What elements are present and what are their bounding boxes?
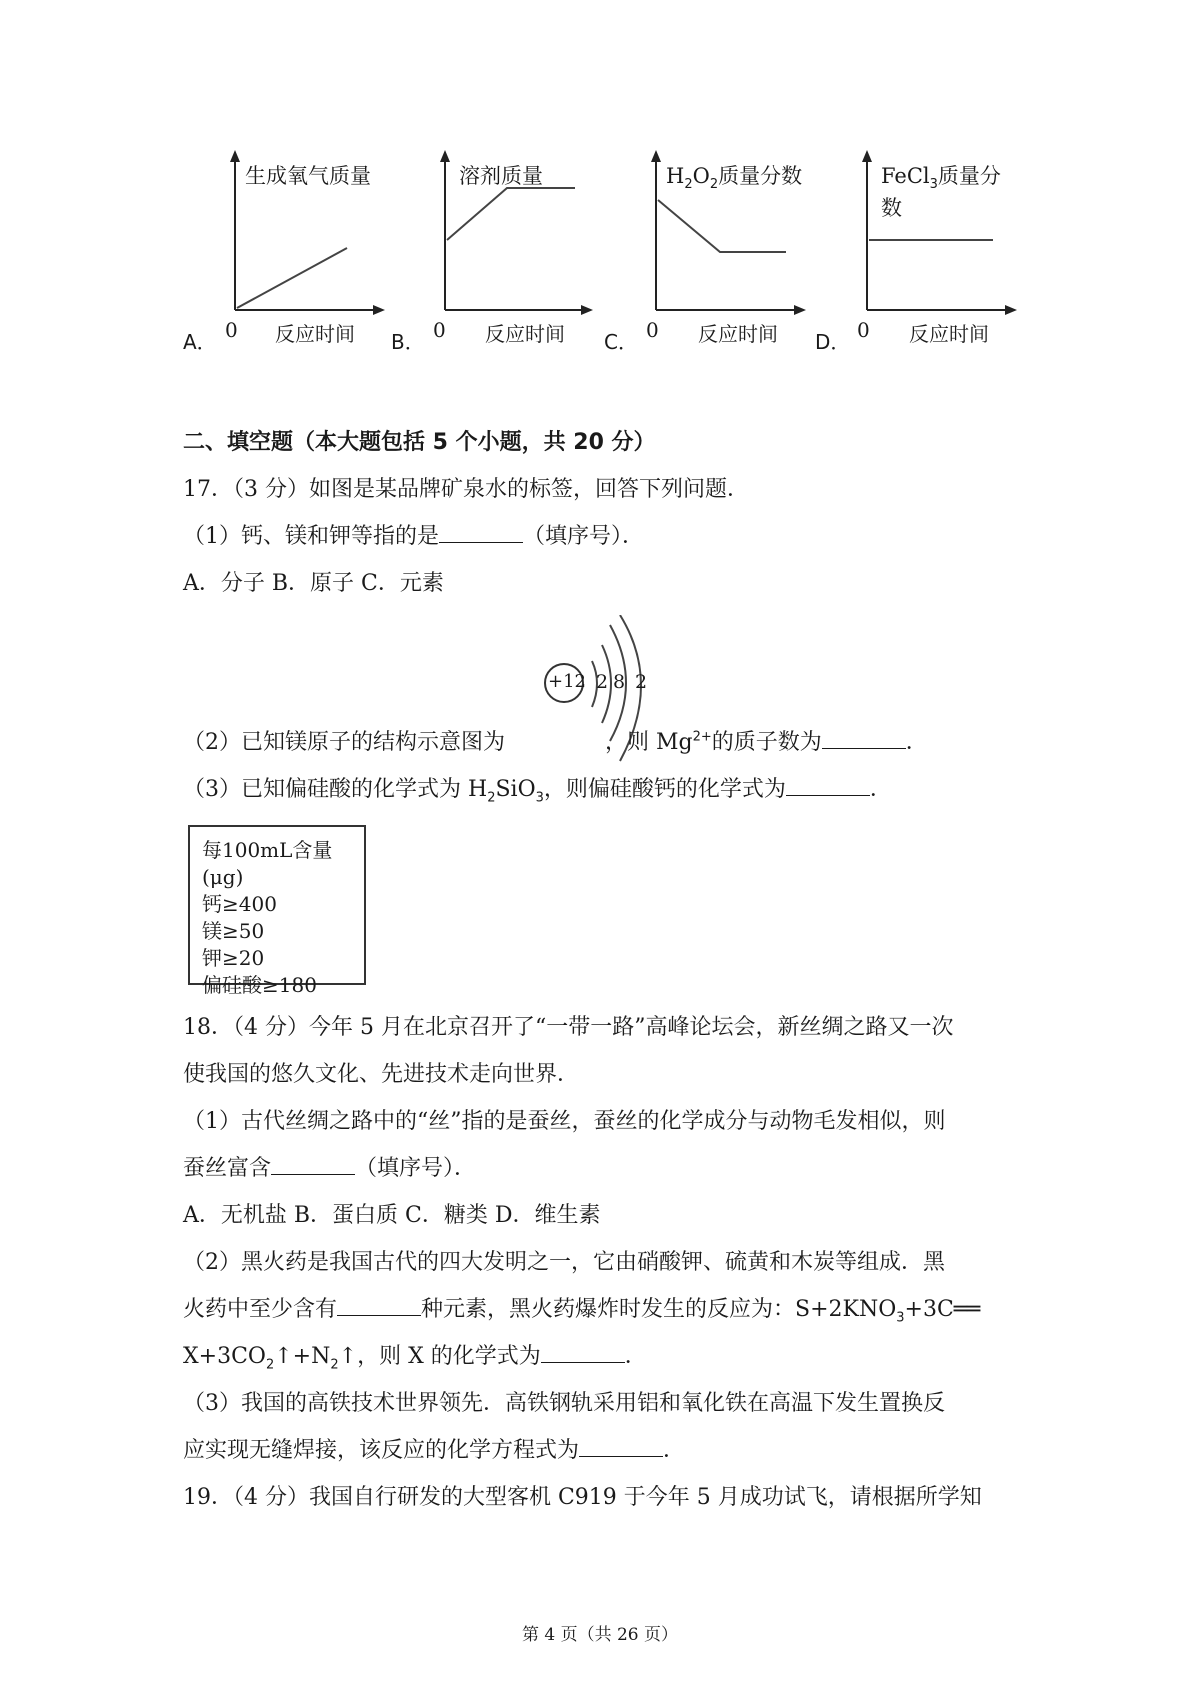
graph-d-xlabel: 反应时间: [909, 322, 989, 346]
q17-part1: （1）钙、镁和钾等指的是 （填序号）．: [183, 524, 645, 549]
answer-blank[interactable]: [579, 1438, 663, 1457]
graph-b-line: [447, 188, 575, 240]
q18-line-7: 火药中至少含有 种元素，黑火药爆炸时发生的反应为：$S+2KNO_3+3C══$: [183, 1297, 981, 1326]
answer-blank[interactable]: [439, 524, 523, 543]
graph-d-ylabel: FeCl$_3$质量分数: [881, 164, 1001, 221]
q18-line-4: 蚕丝富含 （填序号）．: [183, 1156, 477, 1181]
graph-b-xlabel: 反应时间: [485, 322, 565, 346]
q19-line-1: 19．（4 分）我国自行研发的大型客机 C919 于今年 5 月成功试飞，请根据所学知: [183, 1485, 982, 1510]
graph-c-xlabel: 反应时间: [698, 322, 778, 346]
graph-c: [600, 140, 810, 360]
graph-d-origin: 0: [857, 318, 870, 342]
mineral-water-label: [188, 825, 366, 997]
graph-a: [175, 140, 385, 360]
q17-part2: （2）已知镁原子的结构示意图为 ，则 $Mg^{2+}$的质子数为 ．: [183, 729, 928, 755]
graph-c-ylabel: $H_2O_2$质量分数: [666, 164, 803, 193]
q18-line-2: 使我国的悠久文化、先进技术走向世界．: [183, 1062, 580, 1087]
label-row: 镁≥50: [202, 919, 265, 943]
graph-c-line: [658, 200, 786, 252]
answer-blank[interactable]: [786, 777, 870, 796]
q18-line-1: 18．（4 分）今年 5 月在北京召开了“一带一路”高峰论坛会，新丝绸之路又一次: [183, 1015, 954, 1040]
graph-c-origin: 0: [646, 318, 659, 342]
q18-line-6: （2）黑火药是我国古代的四大发明之一，它由硝酸钾、硫黄和木炭等组成．黑: [183, 1250, 945, 1275]
q18-options: A．无机盐 B．蛋白质 C．糖类 D．维生素: [183, 1203, 601, 1228]
section-title: 二、填空题（本大题包括 5 个小题，共 20 分）: [183, 430, 656, 455]
answer-blank[interactable]: [541, 1344, 625, 1363]
label-title: 每100mL含量(μg): [202, 838, 333, 889]
option-letter: D．: [815, 330, 851, 354]
atom-shell-1: 2: [596, 671, 609, 693]
graph-b-origin: 0: [433, 318, 446, 342]
option-letter: A．: [183, 330, 217, 354]
q18-line-10: 应实现无缝焊接，该反应的化学方程式为 ．: [183, 1438, 686, 1463]
graph-a-ylabel: 生成氧气质量: [245, 164, 371, 188]
graph-b-ylabel: 溶剂质量: [459, 164, 543, 188]
page-footer: 第 4 页（共 26 页）: [521, 1625, 679, 1645]
label-row: 偏硅酸≥180: [202, 973, 317, 997]
option-letter: C．: [604, 330, 638, 354]
answer-blank[interactable]: [271, 1156, 355, 1175]
q17-part1-options: A．分子 B．原子 C．元素: [183, 571, 444, 596]
q18-line-9: （3）我国的高铁技术世界领先．高铁钢轨采用铝和氧化铁在高温下发生置换反: [183, 1391, 945, 1416]
label-row: 钾≥20: [202, 946, 265, 970]
answer-blank[interactable]: [822, 730, 906, 749]
q17-stem: 17．（3 分）如图是某品牌矿泉水的标签，回答下列问题．: [183, 477, 749, 502]
q18-line-3: （1）古代丝绸之路中的“丝”指的是蚕丝，蚕丝的化学成分与动物毛发相似，则: [183, 1109, 946, 1134]
graph-d: [811, 140, 1021, 360]
answer-blank[interactable]: [337, 1297, 421, 1316]
atom-nucleus: +12: [548, 671, 586, 692]
option-letter: B．: [391, 330, 425, 354]
q17-part3: （3）已知偏硅酸的化学式为 $H_2SiO_3$，则偏硅酸钙的化学式为 ．: [183, 777, 892, 806]
graph-a-line: [237, 248, 347, 308]
atom-shell-3: 2: [635, 671, 648, 693]
q18-line-8: $X+3CO_2↑+N_2↑$，则 X 的化学式为 ．: [183, 1344, 647, 1373]
answer-graphs: [175, 140, 1055, 360]
label-row: 钙≥400: [202, 892, 277, 916]
graph-a-xlabel: 反应时间: [275, 322, 355, 346]
atom-shell-2: 8: [613, 671, 626, 693]
graph-b: [387, 140, 597, 360]
graph-a-origin: 0: [225, 318, 238, 342]
